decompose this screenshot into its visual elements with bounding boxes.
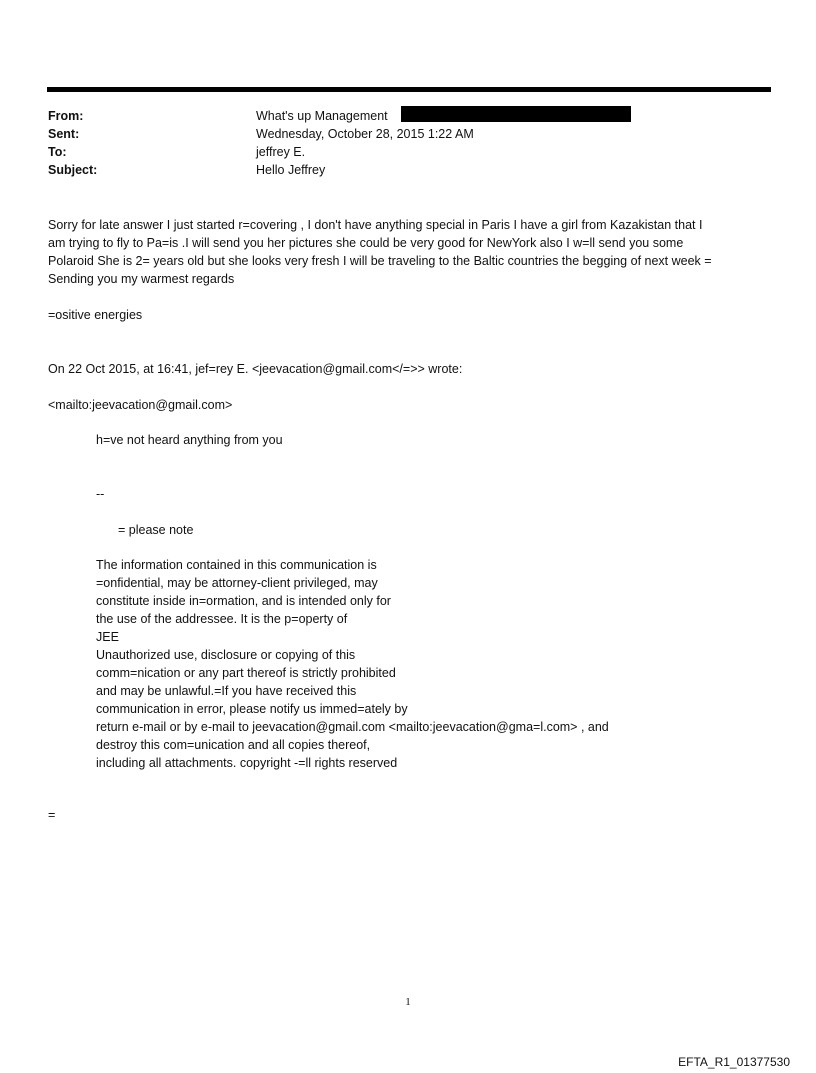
please-note: = please note [118, 523, 194, 537]
page-number: 1 [405, 996, 411, 1008]
disclaimer-line: return e-mail or by e-mail to jeevacation@gmail.com <mailto:jeevacation@gma=l.com> , and [96, 720, 609, 734]
signoff: =ositive energies [48, 308, 143, 322]
disclaimer-line: constitute inside in=ormation, and is intended only for [96, 594, 391, 608]
disclaimer-line: destroy this com=unication and all copies thereof, [96, 738, 371, 752]
sent-value: Wednesday, October 28, 2015 1:22 AM [256, 127, 474, 141]
from-value: What's up Management [256, 109, 388, 123]
to-value: jeffrey E. [256, 145, 306, 159]
body-line: Polaroid She is 2= years old but she looks very fresh I will be traveling to the Baltic countries the begging of next week = [48, 254, 712, 268]
redaction-bar [401, 106, 631, 122]
body-line: am trying to fly to Pa=is .I will send you her pictures she could be very good for NewYork also I w=ll send you some [48, 236, 684, 250]
trailing-character: = [48, 808, 56, 822]
quote-intro: On 22 Oct 2015, at 16:41, jef=rey E. <jeevacation@gmail.com</=>> wrote: [48, 362, 463, 376]
subject-label: Subject: [48, 163, 98, 177]
to-label: To: [48, 145, 67, 159]
disclaimer-line: =onfidential, may be attorney-client privileged, may [96, 576, 378, 590]
from-label: From: [48, 109, 84, 123]
header-top-rule [47, 87, 771, 92]
disclaimer-line: The information contained in this communication is [96, 558, 377, 572]
disclaimer-line: Unauthorized use, disclosure or copying of this [96, 648, 356, 662]
disclaimer-line: comm=nication or any part thereof is strictly prohibited [96, 666, 396, 680]
disclaimer-line: JEE [96, 630, 119, 644]
disclaimer-line: and may be unlawful.=If you have received this [96, 684, 357, 698]
quoted-message: h=ve not heard anything from you [96, 433, 283, 447]
disclaimer-line: including all attachments. copyright -=ll rights reserved [96, 756, 398, 770]
disclaimer-line: communication in error, please notify us immed=ately by [96, 702, 408, 716]
body-paragraph [48, 216, 770, 288]
sent-label: Sent: [48, 127, 80, 141]
subject-value: Hello Jeffrey [256, 163, 326, 177]
signature-separator: -- [96, 487, 105, 501]
disclaimer-line: the use of the addressee. It is the p=operty of [96, 612, 348, 626]
confidentiality-disclaimer [96, 556, 609, 772]
document-id: EFTA_R1_01377530 [678, 1055, 790, 1069]
body-line: Sending you my warmest regards [48, 272, 235, 286]
body-line: Sorry for late answer I just started r=covering , I don't have anything special in Paris I have a girl from Kazakistan that I [48, 218, 703, 232]
mailto-link: <mailto:jeevacation@gmail.com> [48, 398, 233, 412]
